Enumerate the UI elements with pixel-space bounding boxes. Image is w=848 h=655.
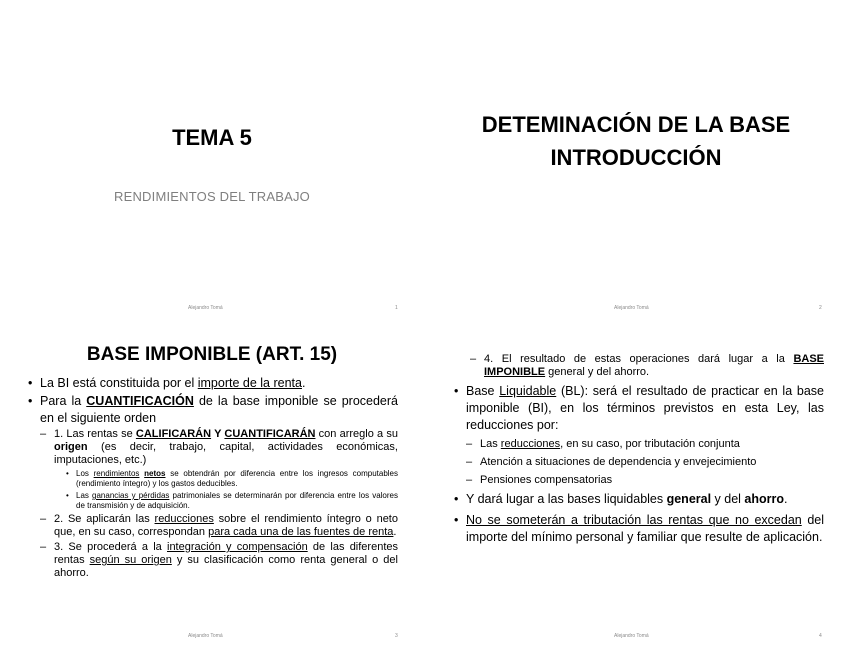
text: 3. Se procederá a la	[54, 541, 167, 553]
slide3-footer-author: Alejandro Tomá	[188, 633, 223, 639]
text: Las	[480, 438, 501, 450]
underlined-text: rendimientos	[93, 469, 140, 478]
underlined-text: según su origen	[89, 554, 172, 566]
bullet-dot-icon: •	[66, 491, 69, 500]
slide3-subsub-1	[64, 469, 398, 489]
text: del importe del mínimo personal y familiar que resulte de aplicación.	[466, 513, 825, 544]
text: , en su caso, por tributación conjunta	[560, 438, 740, 450]
slide1-title: TEMA 5	[172, 125, 252, 150]
slide4-page-number: 4	[819, 633, 822, 639]
text: y su clasificación como renta general o del ahorro.	[54, 554, 398, 579]
underlined-text: Liquidable	[499, 384, 557, 398]
text: Base	[466, 384, 500, 398]
dash-icon: –	[40, 513, 47, 525]
slide-1	[0, 0, 424, 327]
dash-icon: –	[40, 428, 47, 440]
bold-underlined-text: CUANTIFICACIÓN	[86, 394, 194, 408]
bold-text: origen	[54, 441, 88, 453]
slide4-reduction-1	[466, 435, 824, 453]
bold-underlined-text: CALIFICARÁN	[135, 428, 212, 440]
slide2-page-number: 2	[819, 305, 822, 311]
slide3-bullet-2	[26, 393, 398, 427]
slide4-reduction-2	[466, 453, 824, 471]
slide4-bullet-1	[452, 383, 824, 434]
slide4-body	[452, 353, 824, 547]
bold-underlined-text: BASE IMPONIBLE	[484, 353, 824, 378]
text: Pensiones compensatorias	[480, 474, 613, 486]
text: .	[393, 526, 397, 538]
text: se obtendrán por diferencia entre los ingresos computables (rendimiento íntegro) y los gastos deducibles.	[76, 469, 398, 488]
text: Los	[76, 469, 94, 478]
bullet-dot-icon: •	[454, 513, 459, 527]
slide4-footer-author: Alejandro Tomá	[614, 633, 649, 639]
text: (BL): será el resultado de practicar en la base imponible (BI), en los términos previstos en esta Ley, las reducciones por:	[466, 384, 824, 432]
slide3-sub-1	[40, 428, 398, 467]
text: La BI está constituida por el	[40, 376, 198, 390]
dash-icon: –	[466, 474, 473, 486]
text: (es decir, trabajo, capital, actividades económicas, imputaciones, etc.)	[54, 441, 398, 466]
slide3-sub-2	[40, 513, 398, 539]
slide1-footer-author: Alejandro Tomá	[188, 305, 223, 311]
dash-icon: –	[40, 541, 47, 553]
slide3-page-number: 3	[395, 633, 398, 639]
slide2-footer-author: Alejandro Tomá	[614, 305, 649, 311]
slide1-page-number: 1	[395, 305, 398, 311]
underlined-text: ganancias y pérdidas	[92, 491, 170, 500]
text: Las	[76, 491, 93, 500]
slide3-body	[26, 375, 398, 582]
bullet-dot-icon: •	[28, 394, 33, 408]
bold-underlined-text: CUANTIFICARÁN	[224, 428, 316, 440]
bold-text: ahorro	[744, 492, 785, 506]
slide2-title-line1: DETEMINACIÓN DE LA BASE	[481, 112, 791, 137]
slide3-title: BASE IMPONIBLE (ART. 15)	[86, 344, 338, 365]
text: general y del ahorro.	[545, 366, 650, 378]
slide4-reduction-3	[466, 471, 824, 489]
slide-4	[424, 328, 848, 655]
underlined-text: importe de la renta	[197, 376, 302, 390]
slide4-bullet-3	[452, 512, 824, 546]
slide4-sub-4	[470, 353, 824, 379]
underlined-text: No se someterán a tributación las rentas que no excedan	[466, 513, 802, 527]
slide2-title-line2: INTRODUCCIÓN	[550, 145, 722, 170]
slide3-sub-3	[40, 541, 398, 580]
bullet-dot-icon: •	[454, 384, 459, 398]
text: patrimoniales se determinarán por diferencia entre los valores de transmisión y de adquisición.	[76, 491, 398, 510]
text: .	[301, 376, 306, 390]
slide3-bullet-1	[26, 375, 398, 392]
slide1-subtitle: RENDIMIENTOS DEL TRABAJO	[114, 189, 310, 204]
dash-icon: –	[466, 438, 473, 450]
bullet-dot-icon: •	[454, 492, 459, 506]
text: sobre el rendimiento íntegro o neto que, en su caso, correspondan	[54, 513, 398, 538]
text: Y dará lugar a las bases liquidables	[466, 492, 667, 506]
underlined-text: reducciones	[154, 513, 214, 525]
text: con arreglo a su	[315, 428, 398, 440]
underlined-text: reducciones	[500, 438, 561, 450]
bullet-dot-icon: •	[28, 376, 33, 390]
slide-3	[0, 328, 424, 655]
slide4-bullet-2	[452, 491, 824, 508]
text: de la base imponible se procederá en el siguiente orden	[40, 394, 398, 425]
text: y del	[711, 492, 745, 506]
text: Para la	[40, 394, 87, 408]
text: 2. Se aplicarán las	[54, 513, 155, 525]
text: 1. Las rentas se	[54, 428, 136, 440]
dash-icon: –	[470, 353, 477, 365]
bullet-dot-icon: •	[66, 469, 69, 478]
underlined-text: para cada una de las fuentes de renta	[208, 526, 394, 538]
text: .	[784, 492, 788, 506]
bold-text: Y	[211, 428, 225, 440]
dash-icon: –	[466, 456, 473, 468]
slide2-title	[424, 108, 848, 174]
bold-underlined-text: netos	[144, 469, 166, 478]
slide-2	[424, 0, 848, 327]
text: de las diferentes rentas	[54, 541, 398, 566]
text: Atención a situaciones de dependencia y envejecimiento	[480, 456, 757, 468]
slide3-subsub-2	[64, 491, 398, 511]
underlined-text: integración y compensación	[167, 541, 308, 553]
bold-text: general	[666, 492, 712, 506]
text: 4. El resultado de estas operaciones dará lugar a la	[484, 353, 794, 365]
